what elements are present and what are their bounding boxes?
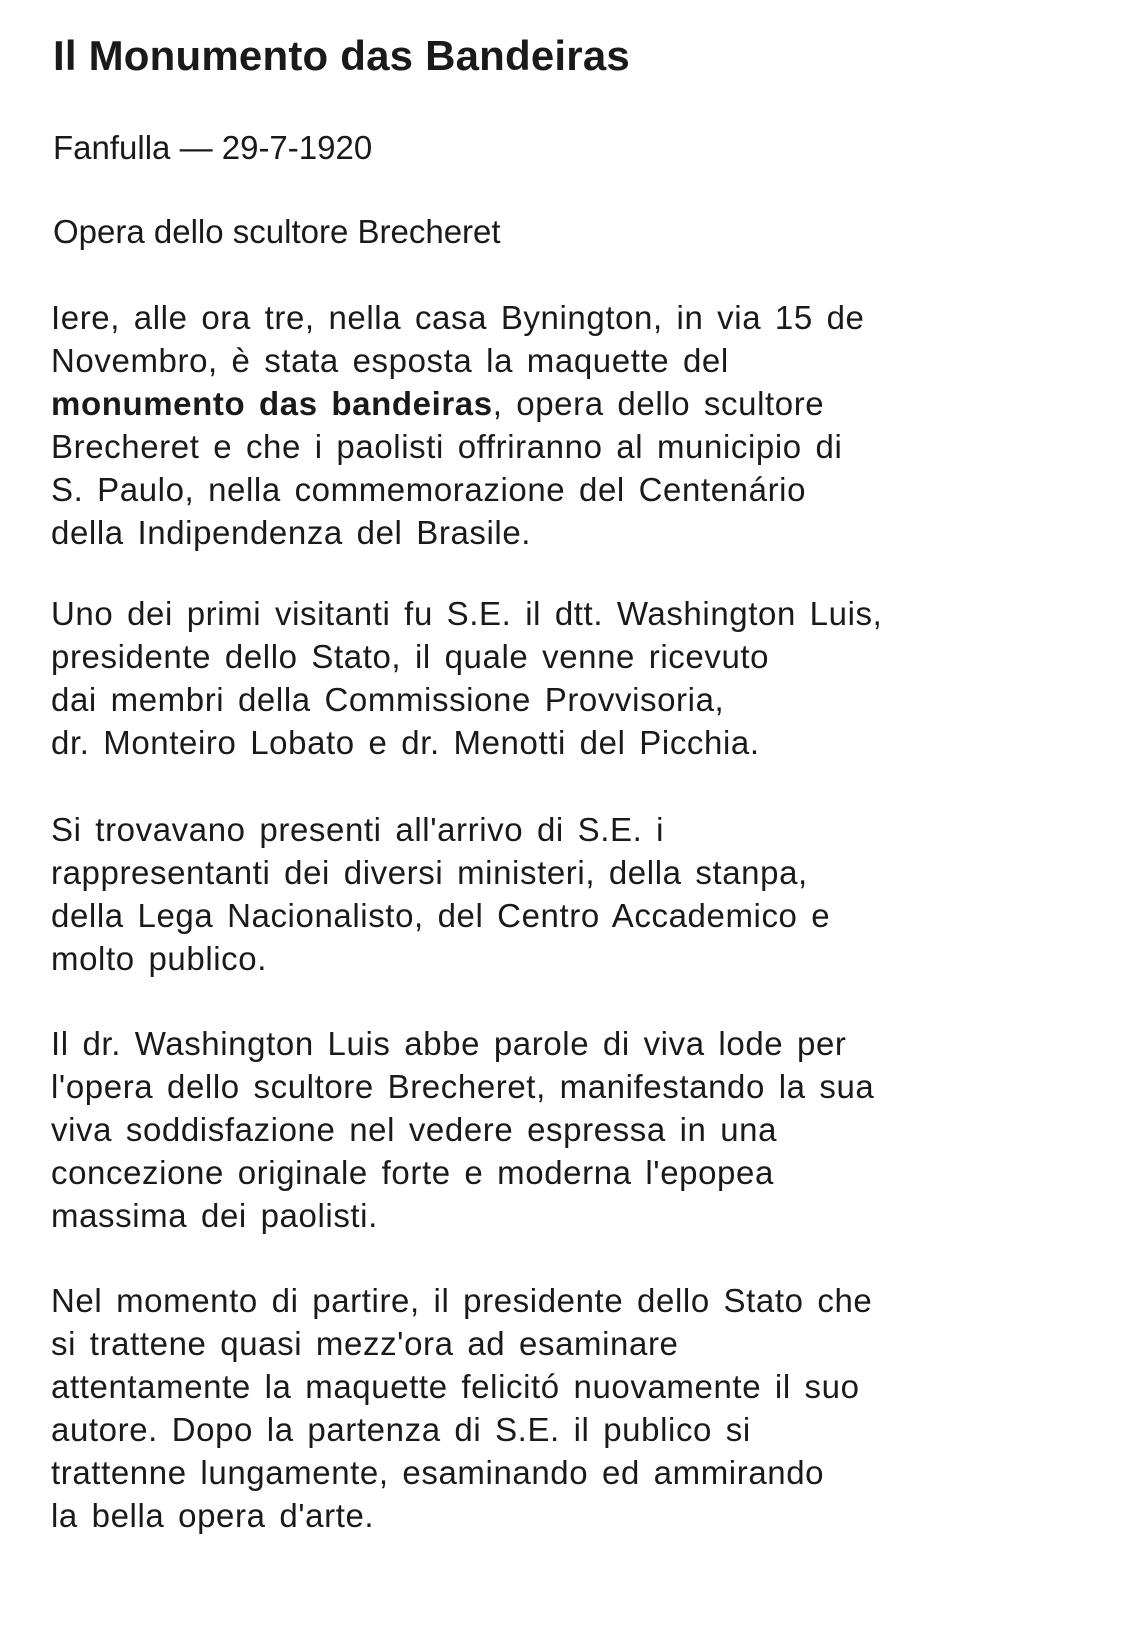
text-line: l'opera dello scultore Brecheret, manifestando la sua xyxy=(51,1068,875,1105)
text-line: Uno dei primi visitanti fu S.E. il dtt. Washington Luis, xyxy=(51,595,883,632)
text-line: attentamente la maquette felicitó nuovamente il suo xyxy=(51,1368,860,1405)
text-line: Nel momento di partire, il presidente dello Stato che xyxy=(51,1282,873,1319)
page-title: Il Monumento das Bandeiras xyxy=(53,32,630,79)
text-line: della Lega Nacionalisto, del Centro Accademico e xyxy=(51,897,831,934)
paragraph-3 xyxy=(51,808,1061,980)
text-line: rappresentanti dei diversi ministeri, della stanpa, xyxy=(51,854,808,891)
text-line: massima dei paolisti. xyxy=(51,1197,378,1234)
text-line xyxy=(51,382,1061,425)
paragraph-1 xyxy=(51,296,1061,554)
text-line: della Indipendenza del Brasile. xyxy=(51,514,532,551)
text-line: dr. Monteiro Lobato e dr. Menotti del Picchia. xyxy=(51,724,760,761)
text-line: trattenne lungamente, esaminando ed ammirando xyxy=(51,1454,825,1491)
text-line: autore. Dopo la partenza di S.E. il publico si xyxy=(51,1411,751,1448)
text-line: Il dr. Washington Luis abbe parole di viva lode per xyxy=(51,1025,847,1062)
text-line: Novembro, è stata esposta la maquette del xyxy=(51,342,729,379)
source-line: Fanfulla — 29-7-1920 xyxy=(53,129,373,166)
text-fragment: , opera dello scultore xyxy=(492,385,825,422)
paragraph-2 xyxy=(51,592,1061,764)
text-line: la bella opera d'arte. xyxy=(51,1497,375,1534)
text-line: S. Paulo, nella commemorazione del Centenário xyxy=(51,471,807,508)
text-line: viva soddisfazione nel vedere espressa in una xyxy=(51,1111,778,1148)
text-line: molto publico. xyxy=(51,940,268,977)
text-line: Si trovavano presenti all'arrivo di S.E. i xyxy=(51,811,665,848)
subtitle: Opera dello scultore Brecheret xyxy=(53,213,501,250)
text-line: Brecheret e che i paolisti offriranno al municipio di xyxy=(51,428,843,465)
paragraph-4 xyxy=(51,1022,1061,1237)
text-line: dai membri della Commissione Provvisoria, xyxy=(51,681,725,718)
text-line: si trattene quasi mezz'ora ad esaminare xyxy=(51,1325,679,1362)
bold-phrase: monumento das bandeiras xyxy=(51,385,493,422)
paragraph-5 xyxy=(51,1279,1061,1537)
text-line: concezione originale forte e moderna l'epopea xyxy=(51,1154,774,1191)
text-line: presidente dello Stato, il quale venne ricevuto xyxy=(51,638,770,675)
text-line: Iere, alle ora tre, nella casa Bynington, in via 15 de xyxy=(51,299,865,336)
